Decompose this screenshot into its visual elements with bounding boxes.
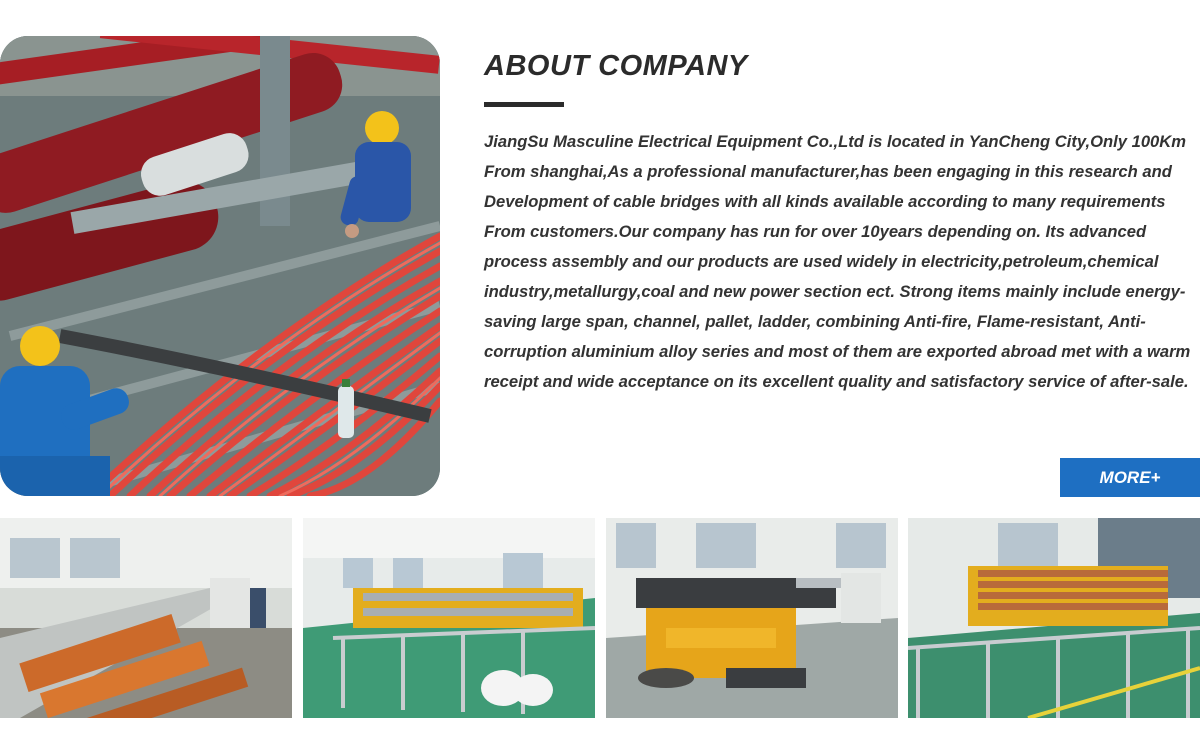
gallery-thumb-production-line[interactable] [0, 518, 292, 718]
more-button[interactable]: MORE+ [1060, 458, 1200, 497]
gallery-thumb-bending-machine[interactable] [606, 518, 898, 718]
production-line-illustration [0, 518, 292, 718]
pipe-racks-illustration [908, 518, 1200, 718]
gallery-thumb-warehouse[interactable] [303, 518, 595, 718]
warehouse-illustration [303, 518, 595, 718]
about-description: JiangSu Masculine Electrical Equipment Co.,Ltd is located in YanCheng City,Only 100Km From shanghai,As a professional manufacturer,has been engaging in this research and Development of cable bridges with all kinds available according to many requirements From customers.Our company has run for over 10years depending on. Its advanced process assembly and our products are used widely in electricity,petroleum,chemical industry,metallurgy,coal and new power section ect. Strong items mainly include energy-saving large span, channel, pallet, ladder, combining Anti-fire, Flame-resistant, Anti-corruption aluminium alloy series and most of them are exported abroad met with a warm receipt and wide acceptance on its excellent quality and satisfactory service of after-sale. [484, 132, 1191, 391]
about-section [484, 48, 1200, 397]
hero-photo [0, 36, 440, 496]
hero-illustration [0, 36, 440, 496]
bending-machine-illustration [606, 518, 898, 718]
title-underline [484, 102, 564, 107]
gallery-thumb-pipe-racks[interactable] [908, 518, 1200, 718]
factory-gallery [0, 518, 1200, 718]
about-title: ABOUT COMPANY [484, 50, 748, 82]
